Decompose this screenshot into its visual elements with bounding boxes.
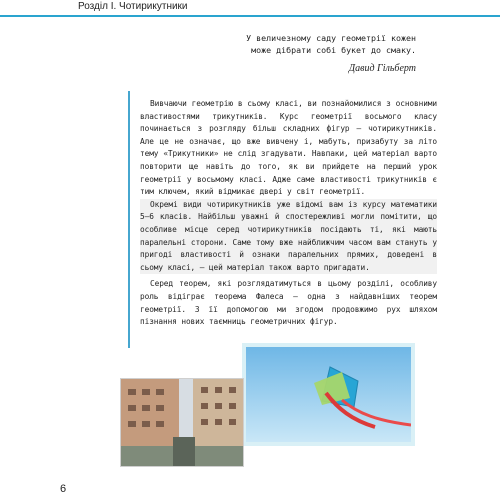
paragraph-1: Вивчаючи геометрію в сьому класі, ви познайомилися з основними властивостями трикутників. Курс геометрії восьмого класу починається з розгляду більш складних фігур — чотирикутників. Але це не означає, що вже вивчену і, мабуть, призабуту за літо тему «Трикутники» не слід згадувати. Навпаки, цей матеріал варто повторити ще навіть до того, як ви прийдете на перший урок геометрії у восьмому класі. Адже саме властивості трикутників є тим ключем, який відмикає двері у світ геометрії.: [140, 98, 437, 199]
intro-text: [140, 98, 437, 329]
building-photo: [120, 378, 244, 467]
buildings-illustration: [121, 379, 243, 466]
kite-illustration: [246, 347, 411, 442]
page-number: 6: [60, 483, 67, 495]
margin-rule: [128, 91, 130, 348]
epigraph-line-1: У величезному саду геометрії кожен: [246, 33, 416, 43]
epigraph: [236, 33, 416, 75]
epigraph-line-2: може дібрати собі букет до смаку.: [251, 44, 416, 55]
paragraph-2: Окремі види чотирикутників уже відомі вам із курсу математики 5–6 класів. Найбільш уважні й спостережливі могли помітити, що особливе місце серед чотирикутників посідають ті, які мають паралельні сторони. Саме тому вже найближчим часом вам стануть у пригоді властивості й ознаки паралельних прямих, доведені в сьому класі, — цей матеріал також варто пригадати.: [140, 199, 437, 275]
kite-photo: [242, 343, 415, 446]
chapter-title: Розділ І. Чотирикутники: [78, 1, 188, 12]
paragraph-3: Серед теорем, які розглядатимуться в цьому розділі, особливу роль відіграє теорема Фалеса — одна з найдавніших теорем геометрії. З її допомогою ми згодом продовжимо рух шляхом пізнання нових таємниць геометричних фігур.: [140, 279, 437, 327]
chapter-header: [0, 0, 500, 17]
epigraph-author: Давид Гільберт: [348, 63, 416, 74]
